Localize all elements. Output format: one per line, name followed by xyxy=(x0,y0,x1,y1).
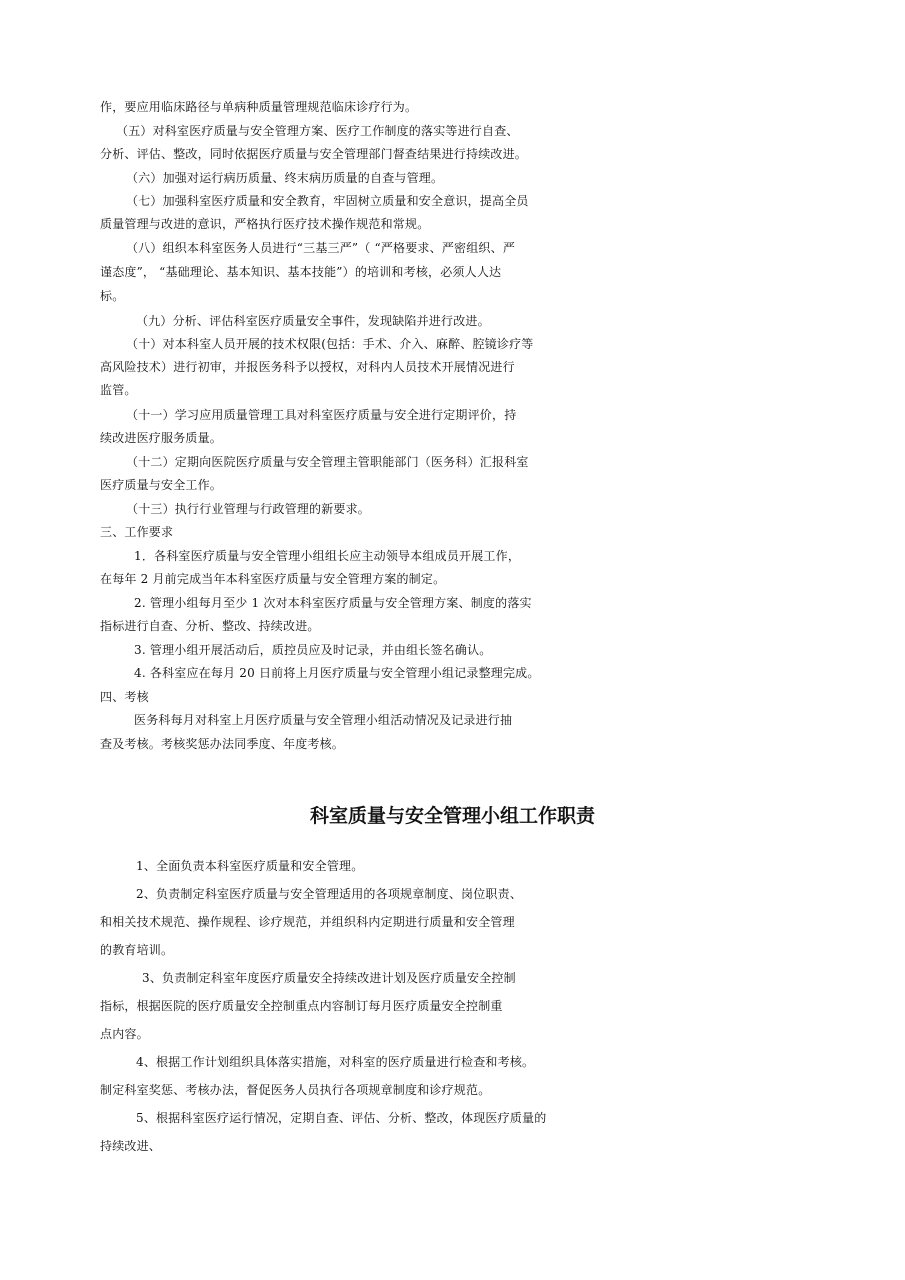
paragraph-line: 监管。 xyxy=(100,383,137,397)
paragraph-line: 续改进医疗服务质量。 xyxy=(100,431,223,445)
paragraph-line: （五）对科室医疗质量与安全管理方案、医疗工作制度的落实等进行自查、 xyxy=(116,124,519,138)
paragraph-line: 点内容。 xyxy=(100,1027,149,1041)
paragraph-line: 2. 管理小组每月至少 1 次对本科室医疗质量与安全管理方案、制度的落实 xyxy=(134,596,532,610)
paragraph-line: （九）分析、评估科室医疗质量安全事件，发现缺陷并进行改进。 xyxy=(136,314,490,328)
paragraph-line: 标。 xyxy=(100,289,125,303)
paragraph-line: （十三）执行行业管理与行政管理的新要求。 xyxy=(126,502,371,516)
paragraph-line: 2、负责制定科室医疗质量与安全管理适用的各项规章制度、岗位职责、 xyxy=(136,887,523,901)
paragraph-line: 医疗质量与安全工作。 xyxy=(100,478,223,492)
paragraph-line: 4、根据工作计划组织具体落实措施，对科室的医疗质量进行检查和考核。 xyxy=(136,1055,535,1069)
paragraph-line: 指标，根据医院的医疗质量安全控制重点内容制订每月医疗质量安全控制重 xyxy=(100,999,503,1013)
paragraph-line: 的教育培训。 xyxy=(100,943,174,957)
paragraph-line: 高风险技术）进行初审，并报医务科予以授权，对科内人员技术开展情况进行 xyxy=(100,360,515,374)
section-heading: 三、工作要求 xyxy=(100,525,174,539)
paragraph-line: （六）加强对运行病历质量、终末病历质量的自查与管理。 xyxy=(126,171,444,185)
paragraph-line: 和相关技术规范、操作规程、诊疗规范，并组织科内定期进行质量和安全管理 xyxy=(100,915,515,929)
paragraph-line: （十二）定期向医院医疗质量与安全管理主管职能部门（医务科）汇报科室 xyxy=(126,455,529,469)
paragraph-line: 持续改进、 xyxy=(100,1139,162,1153)
paragraph-line: 3、负责制定科室年度医疗质量安全持续改进计划及医疗质量安全控制 xyxy=(142,971,516,985)
paragraph-line: 3. 管理小组开展活动后，质控员应及时记录，并由组长签名确认。 xyxy=(134,643,492,657)
paragraph-line: 指标进行自查、分析、整改、持续改进。 xyxy=(100,619,320,633)
paragraph-line: 1．各科室医疗质量与安全管理小组组长应主动领导本组成员开展工作， xyxy=(134,549,521,563)
paragraph-line: 分析、评估、整改，同时依据医疗质量与安全管理部门督查结果进行持续改进。 xyxy=(100,147,528,161)
section-title: 科室质量与安全管理小组工作职责 xyxy=(309,805,595,827)
paragraph-line: 谨态度”， “基础理论、基本知识、基本技能”）的培训和考核，必须人人达 xyxy=(100,265,502,279)
paragraph-line: （十）对本科室人员开展的技术权限(包括：手术、介入、麻醉、腔镜诊疗等 xyxy=(126,337,534,351)
paragraph-line: 作，要应用临床路径与单病种质量管理规范临床诊疗行为。 xyxy=(100,100,418,114)
paragraph-line: 质量管理与改进的意识，严格执行医疗技术操作规范和常规。 xyxy=(100,217,430,231)
paragraph-line: 医务科每月对科室上月医疗质量与安全管理小组活动情况及记录进行抽 xyxy=(134,713,513,727)
paragraph-line: 4. 各科室应在每月 20 日前将上月医疗质量与安全管理小组记录整理完成。 xyxy=(134,666,540,680)
paragraph-line: （七）加强科室医疗质量和安全教育，牢固树立质量和安全意识，提高全员 xyxy=(126,194,529,208)
paragraph-line: 查及考核。考核奖惩办法同季度、年度考核。 xyxy=(100,737,345,751)
paragraph-line: 5、根据科室医疗运行情况，定期自查、评估、分析、整改，体现医疗质量的 xyxy=(136,1111,547,1125)
paragraph-line: 在每年 2 月前完成当年本科室医疗质量与安全管理方案的制定。 xyxy=(100,572,446,586)
paragraph-line: （十一）学习应用质量管理工具对科室医疗质量与安全进行定期评价，持 xyxy=(126,408,517,422)
section-heading: 四、考核 xyxy=(100,690,149,704)
paragraph-line: 1、全面负责本科室医疗质量和安全管理。 xyxy=(136,859,364,873)
paragraph-line: 制定科室奖惩、考核办法，督促医务人员执行各项规章制度和诊疗规范。 xyxy=(100,1083,491,1097)
paragraph-line: （八）组织本科室医务人员进行“三基三严”（ “严格要求、严密组织、严 xyxy=(126,241,516,255)
